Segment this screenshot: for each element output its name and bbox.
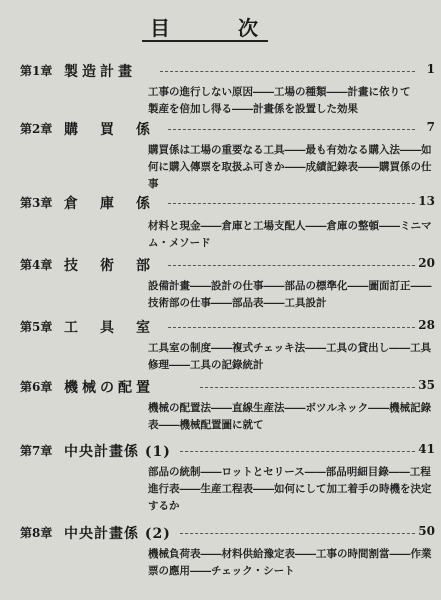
chapter-number: 第4章: [20, 258, 53, 272]
chapter-title: 中央計畫係 (2): [64, 526, 171, 542]
chapter-page-number: 35: [418, 378, 435, 392]
chapter-page-number: 50: [418, 524, 435, 538]
chapter-description: 材料と現金――倉庫と工場支配人――倉庫の整頓――ミニマム・メソード: [148, 220, 432, 249]
chapter-page-number: 1: [426, 62, 435, 76]
chapter-description: 設備計畫――設計の仕事――部品の標準化――圖面訂正――技術部の仕事――部品表――工具設計: [148, 280, 432, 309]
chapter-description: 工事の進行しない原因――工場の種類――計畫に依りて製産を倍加し得る――計畫係を設置した効果: [148, 86, 411, 115]
chapter-page-number: 20: [418, 256, 435, 270]
chapter-page-number: 7: [426, 120, 435, 134]
chapter-number: 第7章: [20, 444, 53, 458]
chapter-title: 機械の配置: [64, 380, 154, 396]
chapter-page-number: 13: [418, 194, 435, 208]
chapter-title: 中央計畫係 (1): [64, 444, 171, 460]
chapter-number: 第8章: [20, 526, 53, 540]
chapter-description: 購買係は工場の重要なる工具――最も有効なる購入法――如何に購入傳票を取扱ふ可きか――成績記錄表――購買係の仕事: [148, 144, 432, 190]
chapter-number: 第5章: [20, 320, 53, 334]
chapter-number: 第6章: [20, 380, 53, 394]
page-title-char-2: 次: [238, 16, 260, 40]
chapter-page-number: 41: [418, 442, 435, 456]
chapter-description: 機械の配置法――直線生産法――ボツルネック――機械記錄表――機械配置圖に就て: [148, 402, 432, 431]
dot-leader: [168, 327, 415, 328]
chapter-title: 購 買 係: [64, 122, 154, 138]
dot-leader: [160, 71, 415, 72]
page-title-char-1: 目: [150, 16, 172, 40]
dot-leader: [168, 265, 415, 266]
dot-leader: [180, 533, 415, 534]
dot-leader: [200, 387, 415, 388]
chapter-number: 第3章: [20, 196, 53, 210]
dot-leader: [168, 129, 415, 130]
chapter-description: 機械負荷表――材料供給豫定表――工事の時間割當――作業票の應用――チェック・シート: [148, 548, 432, 577]
dot-leader: [180, 451, 415, 452]
chapter-title: 倉 庫 係: [64, 196, 154, 212]
dot-leader: [168, 203, 415, 204]
chapter-description: 工具室の制度――複式チェッキ法――工具の貸出し――工具修理――工具の記錄統計: [148, 342, 432, 371]
chapter-title: 製造計畫: [64, 64, 136, 80]
title-underline: [142, 40, 268, 42]
chapter-title: 技 術 部: [64, 258, 154, 274]
chapter-title: 工 具 室: [64, 320, 154, 336]
chapter-description: 部品の統制――ロットとセリース――部品明細目錄――工程進行表――生産工程表――如何にして加工着手の時機を決定するか: [148, 466, 432, 512]
chapter-number: 第2章: [20, 122, 53, 136]
page-title: [150, 12, 260, 41]
chapter-page-number: 28: [418, 318, 435, 332]
chapter-number: 第1章: [20, 64, 53, 78]
